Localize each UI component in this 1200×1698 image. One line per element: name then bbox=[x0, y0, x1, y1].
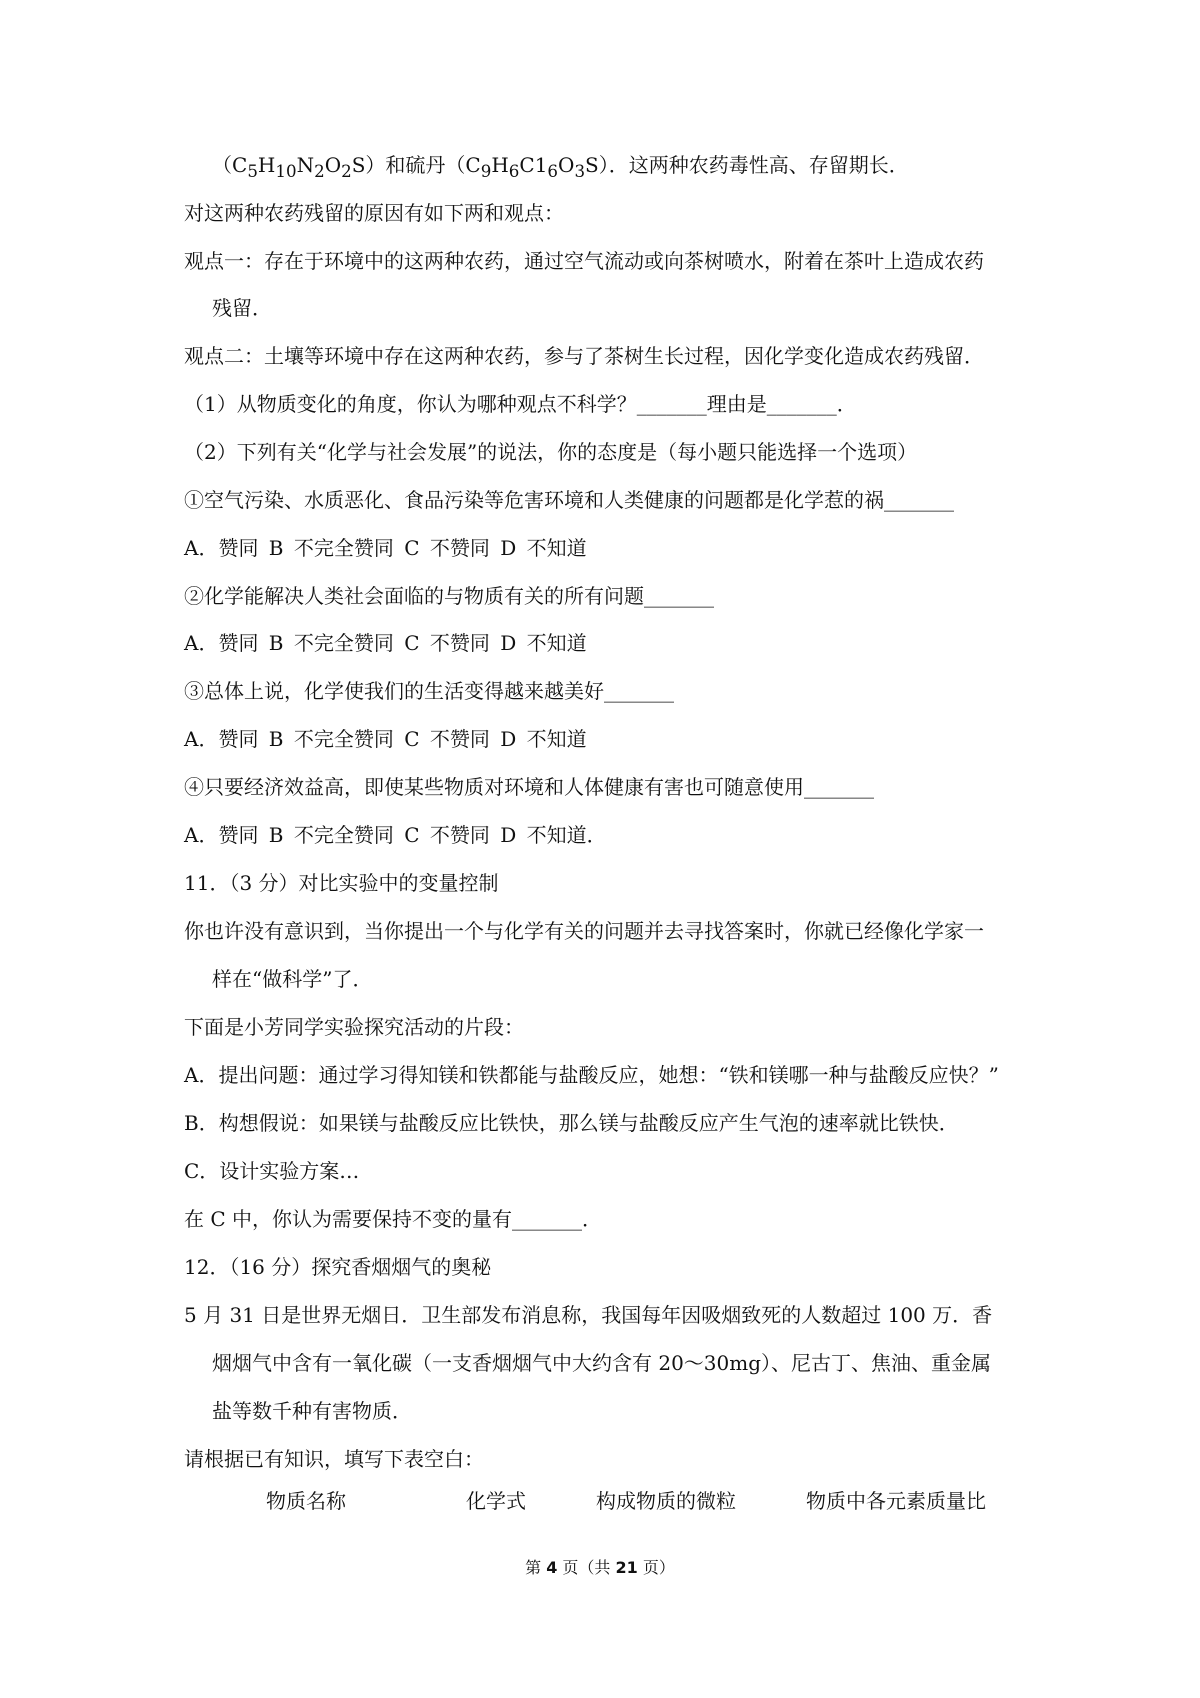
options-line: A．赞同 B 不完全赞同 C 不赞同 D 不知道 bbox=[184, 536, 587, 560]
text-line: 你也许没有意识到，当你提出一个与化学有关的问题并去寻找答案时，你就已经像化学家一 bbox=[184, 919, 984, 943]
question-line: 在 C 中，你认为需要保持不变的量有_______． bbox=[184, 1207, 603, 1231]
text-line: B．构想假说：如果镁与盐酸反应比铁快，那么镁与盐酸反应产生气泡的速率就比铁快． bbox=[184, 1111, 959, 1135]
formula-line: $(C_5H_{10}N_2O_2S)$和硫丹$(C_9H_6C1_6O_3S)$．这两种农药毒性高、存留期长． bbox=[212, 153, 909, 181]
question-line: ③总体上说，化学使我们的生活变得越来越美好_______ bbox=[184, 679, 674, 703]
footer-prefix: 第 bbox=[525, 1558, 547, 1577]
text-line: 样在“做科学”了． bbox=[212, 967, 373, 991]
text-line: 观点二：土壤等环境中存在这两种农药，参与了茶树生长过程，因化学变化造成农药残留． bbox=[184, 344, 984, 368]
table-header-cell: 化学式 bbox=[466, 1489, 526, 1513]
options-line: A．赞同 B 不完全赞同 C 不赞同 D 不知道 bbox=[184, 727, 587, 751]
question-line: （1）从物质变化的角度，你认为哪种观点不科学？_______理由是_______． bbox=[184, 392, 857, 416]
question-line: ④只要经济效益高，即使某些物质对环境和人体健康有害也可随意使用_______ bbox=[184, 775, 874, 799]
text-line: C．设计实验方案… bbox=[184, 1159, 360, 1183]
text-line: 盐等数千种有害物质． bbox=[212, 1399, 412, 1423]
total-pages: 21 bbox=[615, 1558, 638, 1577]
text-line: 5 月 31 日是世界无烟日．卫生部发布消息称，我国每年因吸烟致死的人数超过 100 万．香 bbox=[184, 1303, 993, 1327]
text-line: 残留． bbox=[212, 296, 272, 320]
text-line: A．提出问题：通过学习得知镁和铁都能与盐酸反应，她想：“铁和镁哪一种与盐酸反应快？” bbox=[184, 1063, 999, 1087]
question-heading: 12．（16 分）探究香烟烟气的奥秘 bbox=[184, 1255, 492, 1279]
text-line: 烟烟气中含有一氧化碳（一支香烟烟气中大约含有 20～30mg）、尼古丁、焦油、重金属 bbox=[212, 1351, 992, 1375]
text-line bbox=[212, 150, 1072, 187]
current-page-number: 4 bbox=[546, 1558, 558, 1577]
text-line: 请根据已有知识，填写下表空白： bbox=[184, 1447, 484, 1471]
question-line: ②化学能解决人类社会面临的与物质有关的所有问题_______ bbox=[184, 584, 714, 608]
footer-middle: 页（共 bbox=[557, 1558, 616, 1577]
question-line: ①空气污染、水质恶化、食品污染等危害环境和人类健康的问题都是化学惹的祸_______ bbox=[184, 488, 954, 512]
footer-suffix: 页） bbox=[637, 1558, 675, 1577]
options-line: A．赞同 B 不完全赞同 C 不赞同 D 不知道 bbox=[184, 631, 587, 655]
text-line: 观点一：存在于环境中的这两种农药，通过空气流动或向茶树喷水，附着在茶叶上造成农药 bbox=[184, 249, 984, 273]
table-header-cell: 物质中各元素质量比 bbox=[806, 1489, 986, 1513]
table-header-cell: 构成物质的微粒 bbox=[596, 1489, 736, 1513]
question-heading: 11．（3 分）对比实验中的变量控制 bbox=[184, 871, 499, 895]
question-line: （2）下列有关“化学与社会发展”的说法，你的态度是（每小题只能选择一个选项） bbox=[184, 440, 918, 464]
table-header-cell: 物质名称 bbox=[266, 1489, 346, 1513]
text-line: 下面是小芳同学实验探究活动的片段： bbox=[184, 1015, 524, 1039]
text-line: 对这两种农药残留的原因有如下两和观点： bbox=[184, 201, 564, 225]
options-line: A．赞同 B 不完全赞同 C 不赞同 D 不知道． bbox=[184, 823, 607, 847]
page-footer bbox=[0, 1556, 1200, 1580]
